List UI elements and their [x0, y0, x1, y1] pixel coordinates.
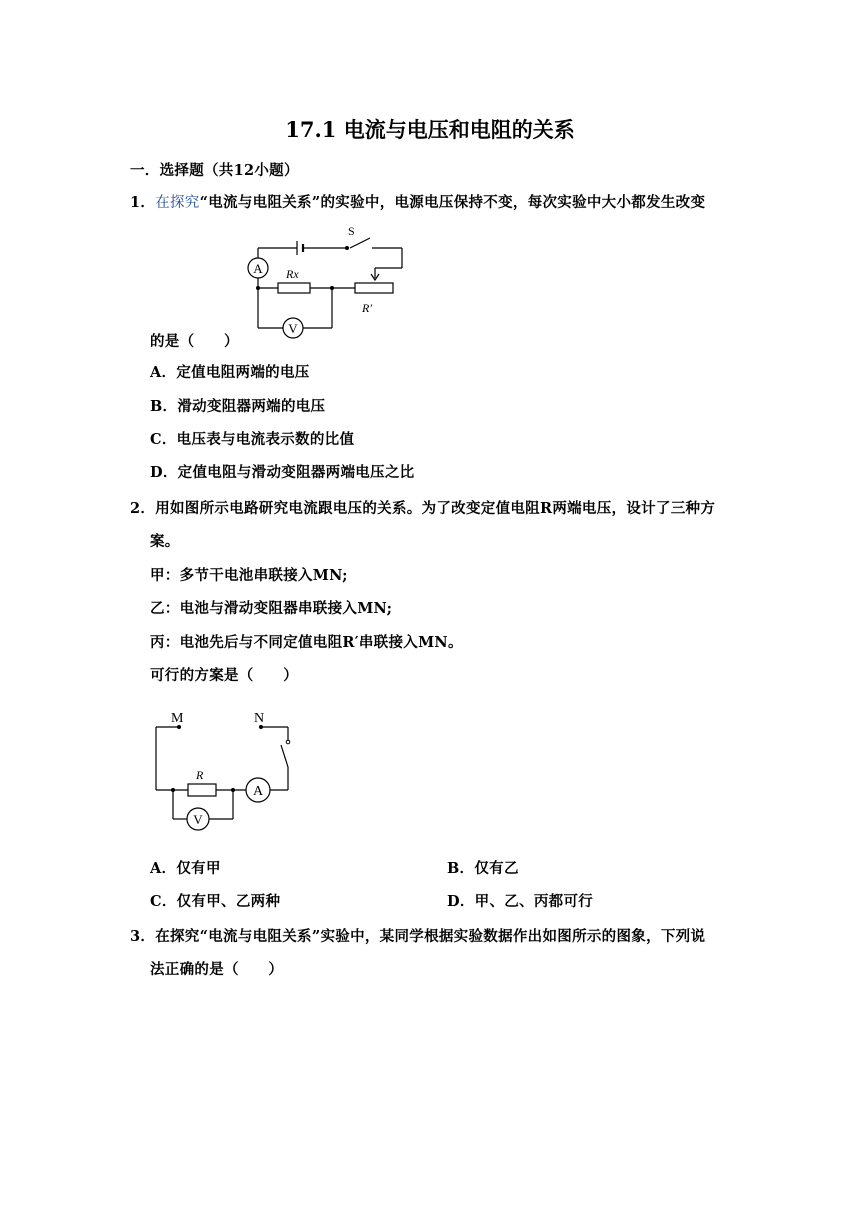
voltmeter-label: V [193, 812, 203, 827]
q1-option-c: C．电压表与电流表示数的比值 [150, 431, 355, 448]
ammeter-label: A [252, 784, 264, 799]
q2-option-c: C．仅有甲、乙两种 [150, 893, 281, 910]
q2-circuit-diagram [148, 705, 298, 835]
q2-stem-line1: 2．用如图所示电路研究电流跟电压的关系。为了改变定值电阻R两端电压，设计了三种方 [130, 500, 716, 517]
terminal-n-label: N [254, 711, 265, 726]
q2-ask: 可行的方案是（ ） [150, 667, 298, 684]
switch-label: S [348, 224, 355, 238]
q2-stem-line2: 案。 [150, 533, 180, 550]
rheostat-label: R′ [362, 301, 372, 315]
q3-stem-line1: 3．在探究“电流与电阻关系”实验中，某同学根据实验数据作出如图所示的图象，下列说 [130, 928, 706, 945]
terminal-m-label: M [171, 711, 184, 726]
q1-circuit-diagram [240, 220, 415, 345]
voltmeter-label: V [288, 321, 298, 336]
resistor-r-label: R [196, 768, 204, 782]
q2-option-b: B．仅有乙 [447, 860, 519, 877]
q1-option-b: B．滑动变阻器两端的电压 [150, 398, 326, 415]
q1-stem [130, 191, 705, 212]
q1-stem-text: “电流与电阻关系”的实验中，电源电压保持不变，每次实验中大小都发生改变 [199, 194, 706, 211]
q1-number: 1． [130, 194, 156, 211]
q1-stem-blue: 在探究 [155, 195, 200, 211]
ammeter-label: A [253, 261, 263, 276]
q2-plan-bing: 丙：电池先后与不同定值电阻R′串联接入MN。 [150, 634, 463, 651]
q2-plan-yi: 乙：电池与滑动变阻器串联接入MN; [150, 600, 393, 617]
q2-plan-jia: 甲：多节干电池串联接入MN; [150, 567, 348, 584]
section-heading: 一．选择题（共12小题） [130, 162, 299, 179]
q3-stem-line2: 法正确的是（ ） [150, 961, 284, 978]
q1-option-d: D．定值电阻与滑动变阻器两端电压之比 [150, 464, 415, 481]
q1-stem-cont: 的是（ ） [150, 333, 239, 350]
q1-option-a: A．定值电阻两端的电压 [150, 364, 310, 381]
q2-option-a: A．仅有甲 [150, 860, 221, 877]
page-title: 17.1 电流与电压和电阻的关系 [285, 117, 575, 142]
q2-option-d: D．甲、乙、丙都可行 [447, 893, 594, 910]
resistor-rx-label: Rx [286, 267, 299, 281]
